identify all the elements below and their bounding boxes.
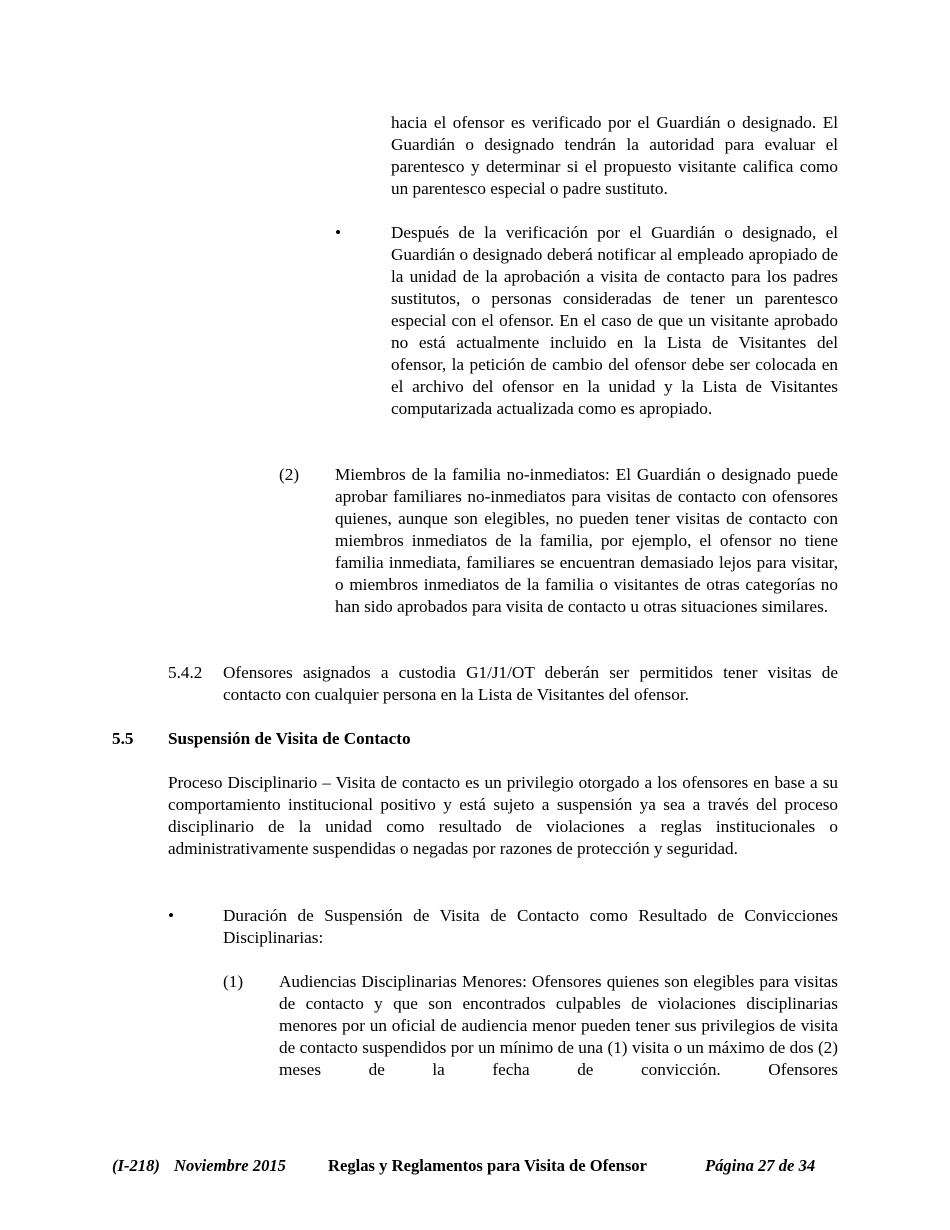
section-5-5-title: Suspensión de Visita de Contacto (168, 729, 411, 748)
footer-page-number: Página 27 de 34 (705, 1156, 816, 1175)
page-footer (112, 1155, 832, 1177)
item-1-marker: (1) (223, 972, 244, 991)
section-5-4-2-number: 5.4.2 (168, 663, 203, 682)
section-5-5-intro: Proceso Disciplinario – Visita de contacto es un privilegio otorgado a los ofensores en base a su comportamiento institucional positivo y está sujeto a suspensión ya sea a través del proceso disciplinario de la unidad como resultado de violaciones a reglas institucionales o administrativamente suspendidas o negadas por razones de protección y seguridad. (168, 773, 838, 858)
item-1-text: Audiencias Disciplinarias Menores: Ofensores quienes son elegibles para visitas de contacto y que son encontrados culpables de violaciones disciplinarias menores por un oficial de audiencia menor pueden tener sus privilegios de visita de contacto suspendidos por un mínimo de una (1) visita o un máximo de dos (2) meses de la fecha de convicción. Ofensores (279, 972, 838, 1079)
footer-date: Noviembre 2015 (174, 1156, 286, 1175)
verification-bullet-text: Después de la verificación por el Guardián o designado, el Guardián o designado deberá notificar al empleado apropiado de la unidad de la aprobación a visita de contacto para los padres sustitutos, o personas consideradas de tener un parentesco especial con el ofensor. En el caso de que un visitante aprobado no está actualmente incluido en la Lista de Visitantes del ofensor, la petición de cambio del ofensor debe ser colocada en el archivo del ofensor en la unidad y la Lista de Visitantes computarizada actualizada como es apropiado. (391, 223, 838, 418)
continuation-paragraph: hacia el ofensor es verificado por el Guardián o designado. El Guardián o designado tendrán la autoridad para evaluar el parentesco y determinar si el propuesto visitante califica como un parentesco especial o padre sustituto. (391, 113, 838, 198)
footer-doc-id: (I-218) (112, 1156, 160, 1175)
item-2-marker: (2) (279, 465, 300, 484)
duration-bullet-text: Duración de Suspensión de Visita de Contacto como Resultado de Convicciones Disciplinarias: (223, 906, 838, 947)
section-5-4-2-text: Ofensores asignados a custodia G1/J1/OT deberán ser permitidos tener visitas de contacto con cualquier persona en la Lista de Visitantes del ofensor. (223, 663, 838, 704)
bullet-marker: • (168, 906, 175, 925)
bullet-marker: • (335, 223, 342, 242)
footer-title: Reglas y Reglamentos para Visita de Ofensor (328, 1156, 647, 1175)
item-2-text: Miembros de la familia no-inmediatos: El Guardián o designado puede aprobar familiares no-inmediatos para visitas de contacto con ofensores quienes, aunque son elegibles, no pueden tener visitas de contacto con miembros inmediatos de la familia, por ejemplo, el ofensor no tiene familia inmediata, familiares se encuentran demasiado lejos para visitar, o miembros inmediatos de la familia o visitantes de otras categorías no han sido aprobados para visita de contacto u otras situaciones similares. (335, 465, 838, 616)
section-5-5-number: 5.5 (112, 729, 134, 748)
